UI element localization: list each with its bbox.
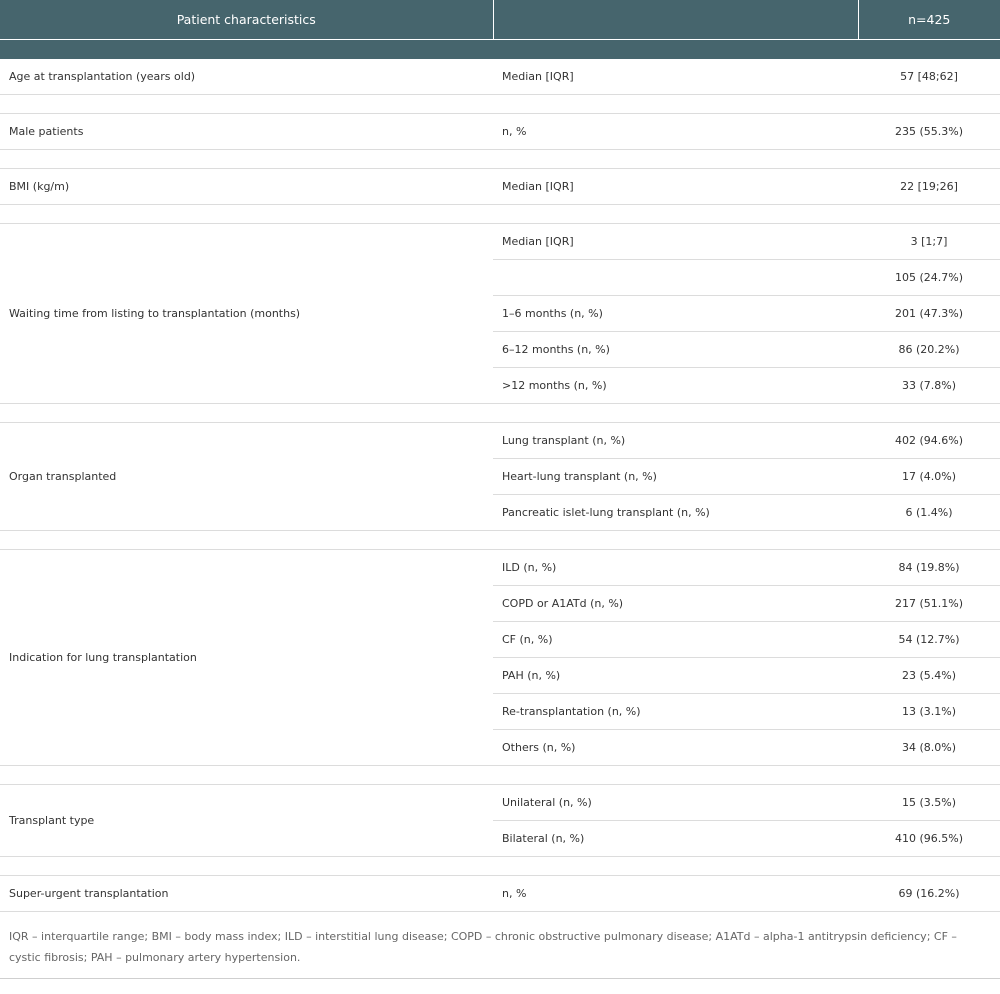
row-spacer: [0, 857, 1000, 876]
row-stat: Re-transplantation (n, %): [493, 694, 858, 730]
row-value: 15 (3.5%): [858, 785, 1000, 821]
row-stat: Median [IQR]: [493, 59, 858, 95]
row-label: Waiting time from listing to transplantation (months): [0, 224, 493, 404]
table-row: [0, 114, 1000, 150]
row-value: 201 (47.3%): [858, 296, 1000, 332]
row-value: 69 (16.2%): [858, 876, 1000, 912]
row-value: 34 (8.0%): [858, 730, 1000, 766]
row-stat: 6–12 months (n, %): [493, 332, 858, 368]
header-statistic: [493, 0, 858, 40]
row-spacer: [0, 404, 1000, 423]
row-spacer: [0, 150, 1000, 169]
row-value: 84 (19.8%): [858, 550, 1000, 586]
row-stat: ILD (n, %): [493, 550, 858, 586]
row-stat: Median [IQR]: [493, 169, 858, 205]
row-stat: [493, 260, 858, 296]
row-label: BMI (kg/m): [0, 169, 493, 205]
row-stat: CF (n, %): [493, 622, 858, 658]
header-row: [0, 0, 1000, 40]
row-stat: 1–6 months (n, %): [493, 296, 858, 332]
row-label: Male patients: [0, 114, 493, 150]
row-stat: COPD or A1ATd (n, %): [493, 586, 858, 622]
row-value: 235 (55.3%): [858, 114, 1000, 150]
table-row: [0, 224, 1000, 260]
row-stat: Pancreatic islet-lung transplant (n, %): [493, 495, 858, 531]
row-stat: Heart-lung transplant (n, %): [493, 459, 858, 495]
row-stat: Unilateral (n, %): [493, 785, 858, 821]
row-value: 33 (7.8%): [858, 368, 1000, 404]
row-stat: Bilateral (n, %): [493, 821, 858, 857]
row-stat: Lung transplant (n, %): [493, 423, 858, 459]
row-value: 6 (1.4%): [858, 495, 1000, 531]
row-value: 17 (4.0%): [858, 459, 1000, 495]
row-spacer: [0, 766, 1000, 785]
row-label: Super-urgent transplantation: [0, 876, 493, 912]
row-value: 217 (51.1%): [858, 586, 1000, 622]
table-row: [0, 785, 1000, 821]
row-label: Indication for lung transplantation: [0, 550, 493, 766]
row-value: 57 [48;62]: [858, 59, 1000, 95]
row-label: Age at transplantation (years old): [0, 59, 493, 95]
table-footnote: IQR – interquartile range; BMI – body mass index; ILD – interstitial lung disease; COPD – chronic obstructive pulmonary disease; A1ATd – alpha-1 antitrypsin deficiency; CF – cystic fibrosis; PAH – pulmonary artery hypertension.: [0, 912, 1000, 979]
row-stat: PAH (n, %): [493, 658, 858, 694]
row-value: 23 (5.4%): [858, 658, 1000, 694]
table-row: [0, 550, 1000, 586]
row-value: 402 (94.6%): [858, 423, 1000, 459]
row-spacer: [0, 95, 1000, 114]
row-value: 54 (12.7%): [858, 622, 1000, 658]
row-value: 22 [19;26]: [858, 169, 1000, 205]
table-row: [0, 169, 1000, 205]
row-value: 105 (24.7%): [858, 260, 1000, 296]
row-value: 410 (96.5%): [858, 821, 1000, 857]
header-characteristics: Patient characteristics: [0, 0, 493, 40]
row-label: Organ transplanted: [0, 423, 493, 531]
row-value: 3 [1;7]: [858, 224, 1000, 260]
row-stat: Others (n, %): [493, 730, 858, 766]
row-spacer: [0, 205, 1000, 224]
row-stat: Median [IQR]: [493, 224, 858, 260]
table-row: [0, 423, 1000, 459]
header-n: n=425: [858, 0, 1000, 40]
row-stat: >12 months (n, %): [493, 368, 858, 404]
row-stat: n, %: [493, 114, 858, 150]
table-row: [0, 876, 1000, 912]
row-value: 13 (3.1%): [858, 694, 1000, 730]
row-spacer: [0, 531, 1000, 550]
header-band: [0, 40, 1000, 60]
row-value: 86 (20.2%): [858, 332, 1000, 368]
table-row: [0, 59, 1000, 95]
row-stat: n, %: [493, 876, 858, 912]
row-label: Transplant type: [0, 785, 493, 857]
